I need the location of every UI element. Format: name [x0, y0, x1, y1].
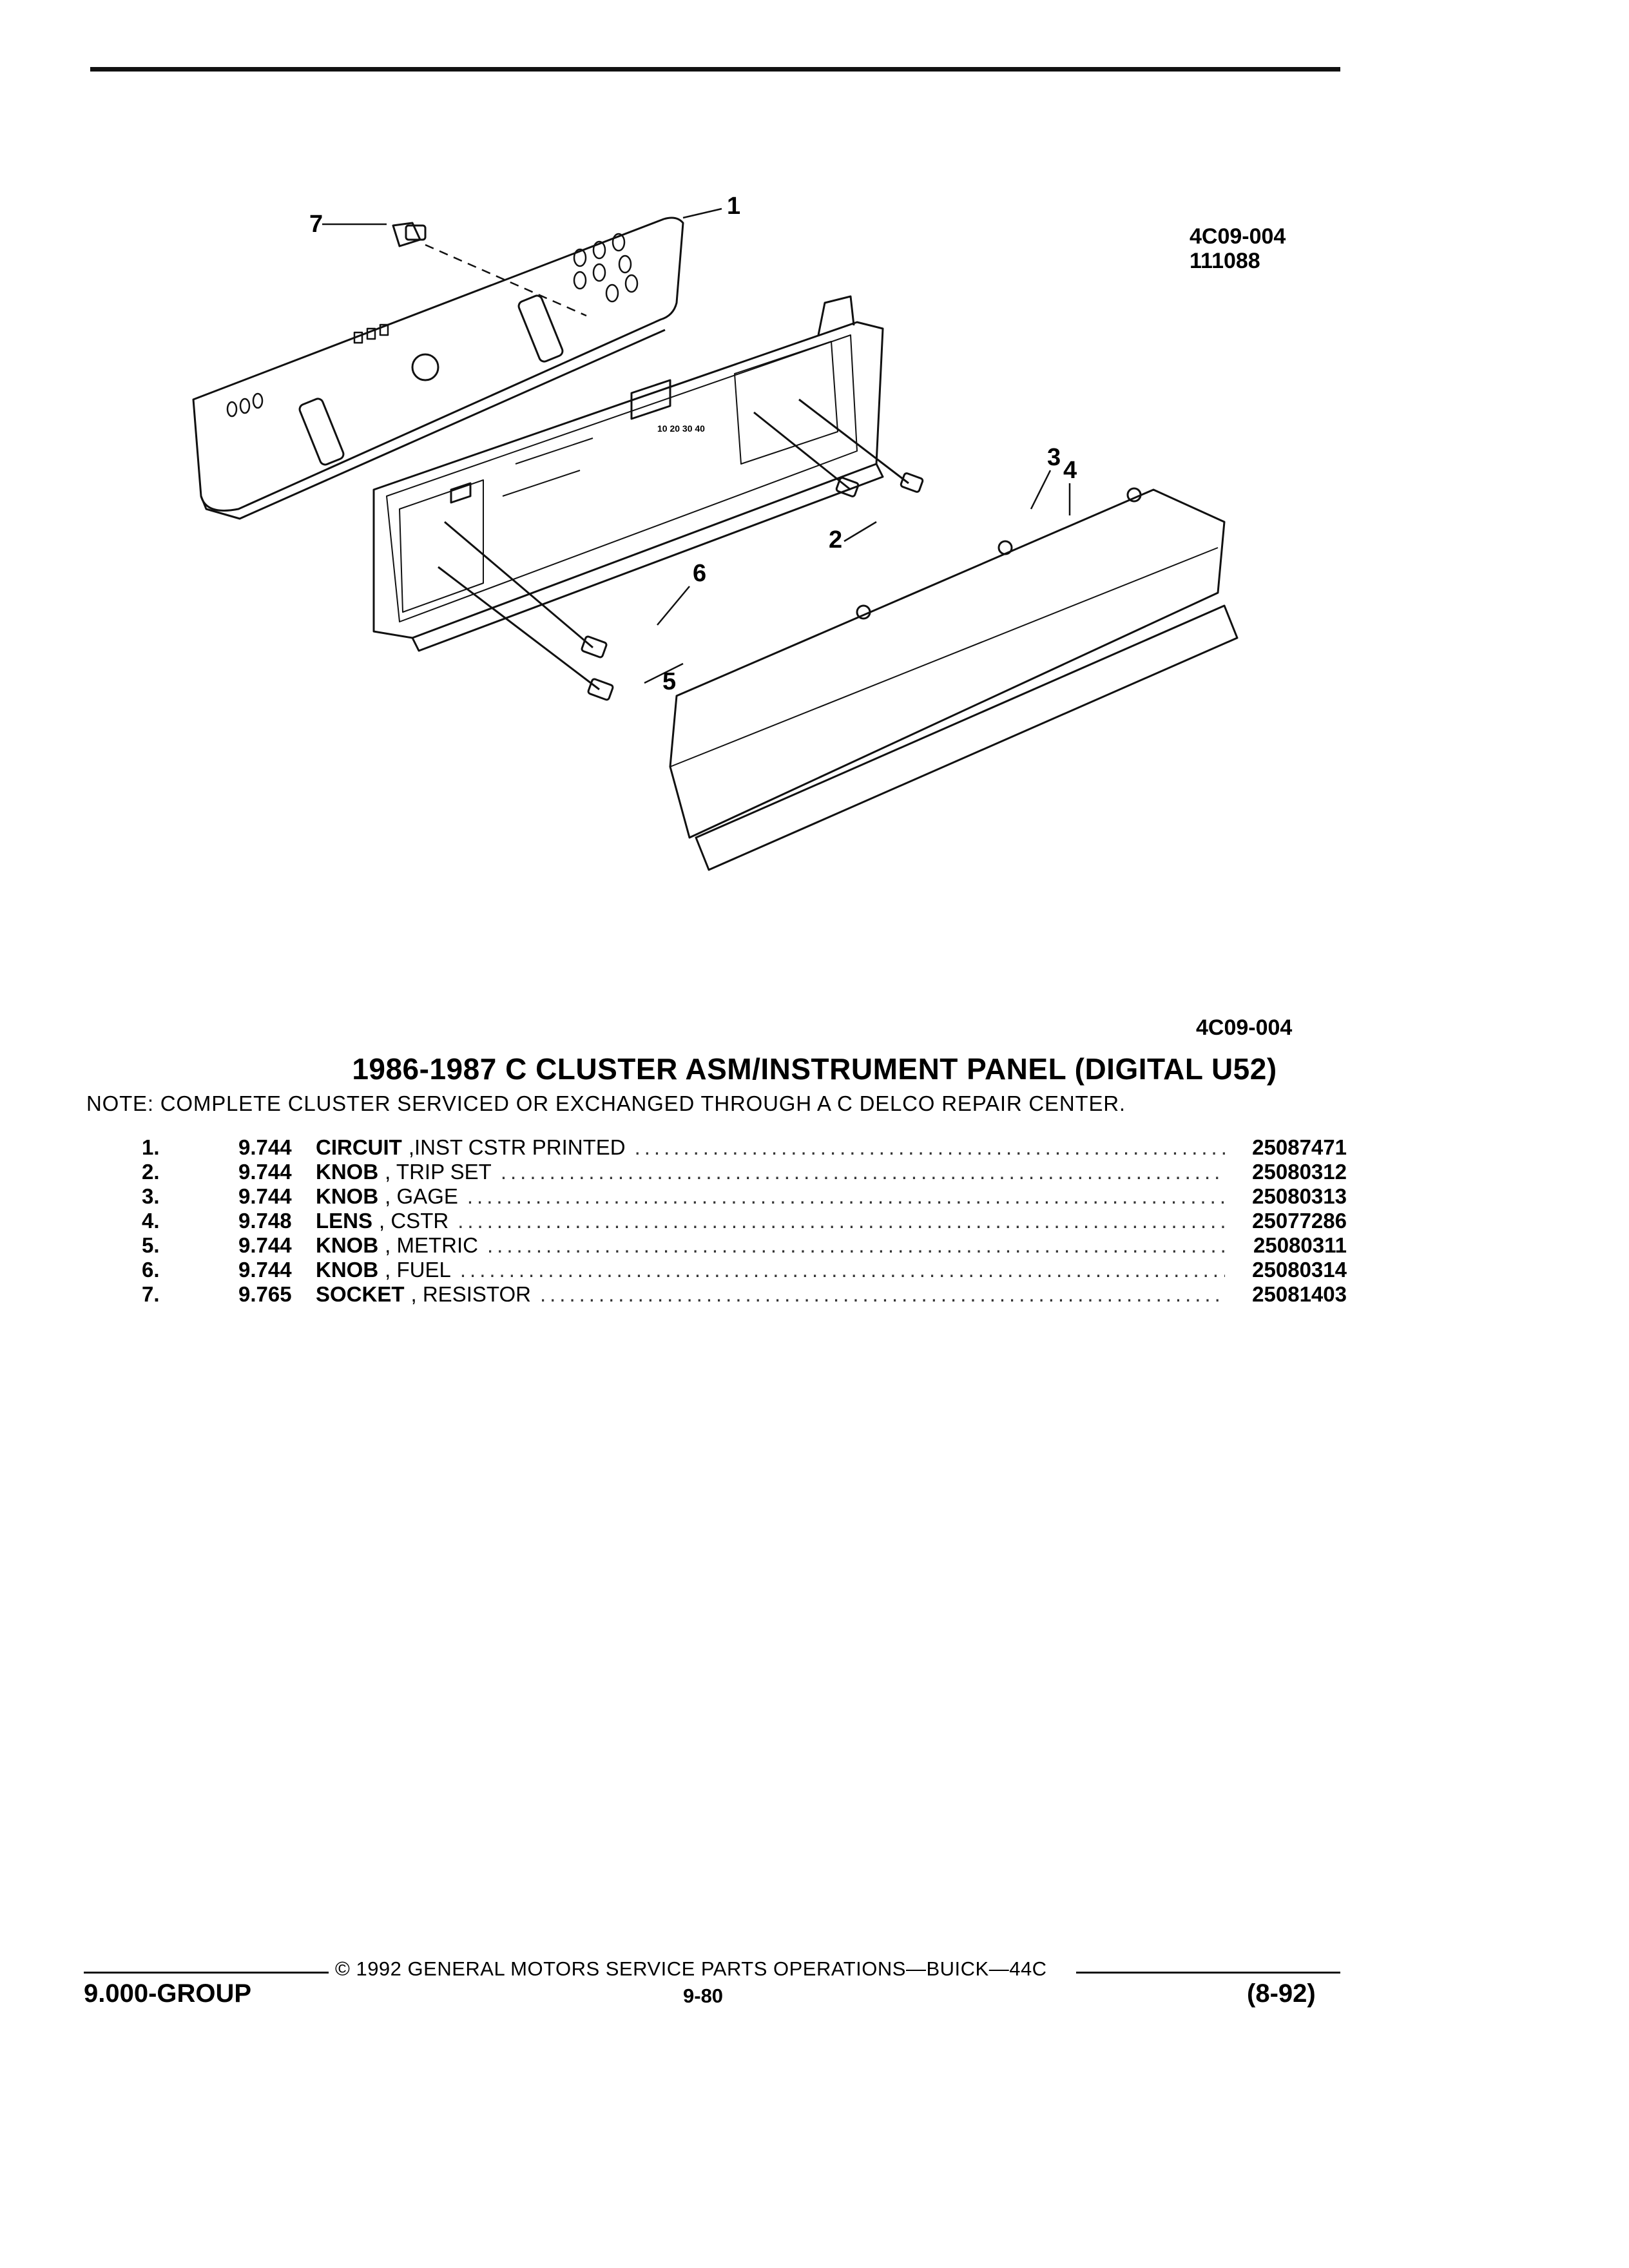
list-item: 3. 9.744 KNOB , GAGE ..... 25080313: [142, 1184, 1347, 1209]
list-item: 4. 9.748 LENS , CSTR ..... 25077286: [142, 1209, 1347, 1233]
parts-list: [142, 1135, 1347, 1307]
leader-dots: [458, 1209, 1225, 1233]
callout-7: 7: [309, 211, 323, 238]
leader-dots: [467, 1184, 1225, 1209]
drawing-ref-date: 111088: [1190, 249, 1260, 273]
gauge-scale-label: 10 20 30 40: [657, 423, 705, 434]
note: NOTE: COMPLETE CLUSTER SERVICED OR EXCHANGED THROUGH A C DELCO REPAIR CENTER.: [86, 1091, 1126, 1115]
footer-rule-right: [1076, 1972, 1340, 1974]
leader-dots: [501, 1160, 1225, 1184]
list-item: 6. 9.744 KNOB , FUEL ..... 25080314: [142, 1258, 1347, 1282]
list-item: 2. 9.744 KNOB , TRIP SET ..... 25080312: [142, 1160, 1347, 1184]
footer-rule-left: [84, 1972, 329, 1974]
callout-3: 3: [1047, 444, 1061, 471]
knobs: [438, 399, 923, 700]
callout-4: 4: [1063, 457, 1077, 484]
list-item: 1. 9.744 CIRCUIT ,INST CSTR PRINTED ..... 25087471: [142, 1135, 1347, 1160]
exploded-diagram: [180, 187, 1315, 934]
leader-dots: [487, 1233, 1225, 1258]
footer-page-number: 9-80: [683, 1984, 724, 2007]
callout-6: 6: [693, 560, 707, 587]
callout-5: 5: [662, 668, 677, 695]
leader-lines: [322, 209, 1070, 683]
page-title: 1986-1987 C CLUSTER ASM/INSTRUMENT PANEL (DIGITAL U52): [352, 1052, 1277, 1086]
list-item: 5. 9.744 KNOB , METRIC ..... 25080311: [142, 1233, 1347, 1258]
leader-dots: [540, 1282, 1225, 1307]
callout-1: 1: [727, 193, 741, 220]
leader-dots: [460, 1258, 1225, 1282]
lens: [670, 488, 1237, 870]
caption-ref-code: 4C09-004: [1196, 1015, 1293, 1040]
footer-group: 9.000-GROUP: [84, 1979, 252, 2008]
leader-dots: [635, 1135, 1225, 1160]
socket-resistor: [393, 223, 425, 246]
footer-date: (8-92): [1247, 1979, 1316, 2008]
footer-copyright: © 1992 GENERAL MOTORS SERVICE PARTS OPERATIONS—BUICK—44C: [335, 1957, 1047, 1980]
header-rule: [90, 67, 1340, 72]
callout-2: 2: [829, 526, 843, 553]
printed-circuit-board: [193, 218, 683, 519]
list-item: 7. 9.765 SOCKET , RESISTOR ..... 25081403: [142, 1282, 1347, 1307]
cluster-housing: [374, 296, 883, 651]
drawing-ref-code: 4C09-004: [1190, 224, 1286, 249]
